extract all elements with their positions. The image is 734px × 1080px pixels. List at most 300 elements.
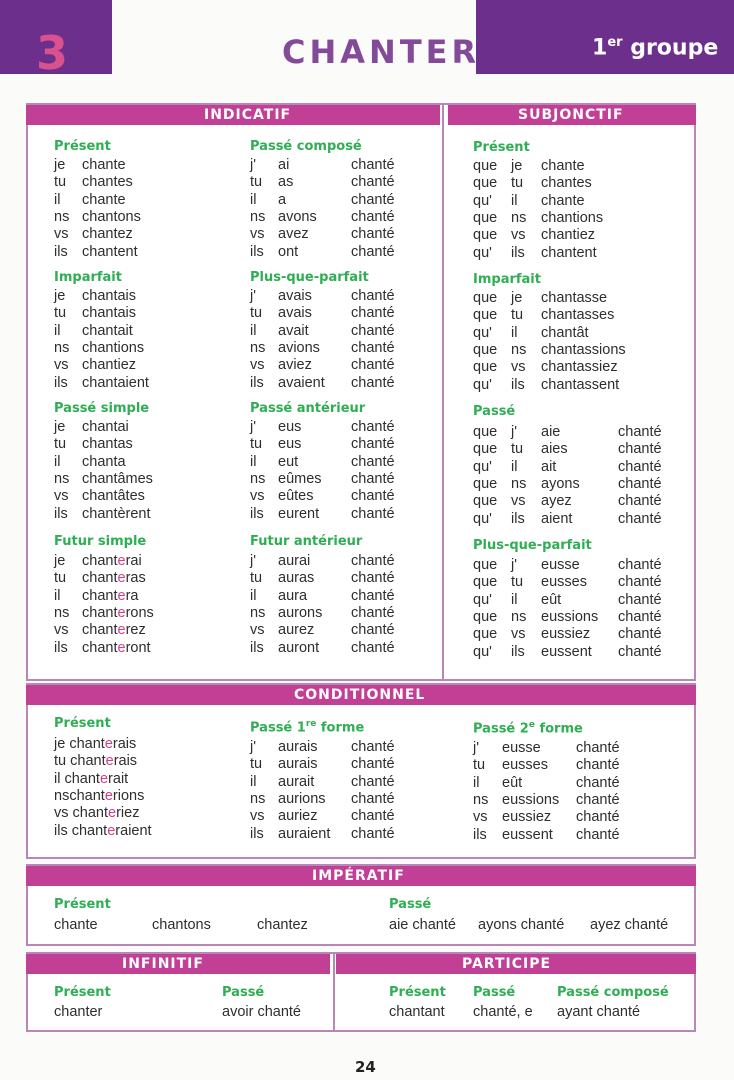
subjonctif-present-cell: chantions <box>541 209 604 226</box>
subjonctif-plus-que-parfait-cell: ils <box>511 643 525 660</box>
subjonctif-imparfait-cell: que <box>473 359 498 376</box>
subjonctif-plus-que-parfait-cell: vs <box>511 626 526 643</box>
verb-group-ordinal: er <box>607 35 623 50</box>
indicatif-imparfait-cell: vs <box>54 357 69 374</box>
subjonctif-imparfait-cell: qu' <box>473 324 492 341</box>
indicatif-plus-que-parfait-cell: chanté <box>351 357 395 374</box>
subjonctif-plus-que-parfait-cell: eussiez <box>541 626 591 643</box>
subjonctif-imparfait-cell: ns <box>511 341 527 358</box>
subjonctif-imparfait-cell: chantasses <box>541 307 615 324</box>
subjonctif-imparfait-cell: chantassent <box>541 376 620 393</box>
indicatif-passe-anterieur-cell: eûmes <box>278 470 322 487</box>
conditionnel-present-title-text: Présent <box>54 716 111 731</box>
conditionnel-present-line <box>54 789 144 804</box>
indicatif-imparfait-cell: chantais <box>82 288 137 304</box>
conditionnel-passe2-cell: eussiez <box>502 809 552 826</box>
indicatif-passe-anterieur-title-text: Passé antérieur <box>250 401 366 416</box>
indicatif-passe-anterieur-cell: eut <box>278 453 299 470</box>
indicatif-plus-que-parfait-cell: ils <box>250 374 264 391</box>
indicatif-imparfait-cell: ns <box>54 339 70 356</box>
participe-compose-title: Passé composé <box>557 985 669 1000</box>
indicatif-passe-simple-title <box>54 402 149 415</box>
indicatif-passe-compose-cell: a <box>278 191 287 208</box>
subjonctif-imparfait-cell: chantassions <box>541 341 626 358</box>
conditionnel-passe1-cell: tu <box>250 756 263 773</box>
indicatif-passe-simple-title-text: Passé simple <box>54 401 150 416</box>
indicatif-passe-compose-cell: chanté <box>351 243 395 260</box>
subjonctif-passe-cell: que <box>473 424 498 440</box>
indicatif-passe-compose-cell: avez <box>278 226 309 243</box>
indicatif-passe-anterieur-cell: j' <box>250 419 256 435</box>
subjonctif-present-cell: que <box>473 209 498 226</box>
verb-highlight: e <box>117 587 126 604</box>
conditionnel-passe1-cell: il <box>250 773 257 790</box>
participe-passe-title: Passé <box>473 985 516 1000</box>
subjonctif-passe-cell: que <box>473 475 498 492</box>
conditionnel-passe1-cell: chanté <box>351 773 395 790</box>
subjonctif-plus-que-parfait-cell: j' <box>511 557 517 573</box>
conditionnel-passe2-cell: eût <box>502 774 523 791</box>
subjonctif-imparfait-cell: chantât <box>541 324 589 341</box>
indicatif-present-cell: chantent <box>82 243 138 260</box>
indicatif-present-cell: chantes <box>82 174 133 191</box>
indicatif-present-cell: ils <box>54 243 68 260</box>
verb-highlight: e <box>108 805 117 822</box>
subjonctif-present-title <box>473 141 530 154</box>
indicatif-passe-anterieur-cell: eus <box>278 419 302 435</box>
subjonctif-imparfait-cell: tu <box>511 307 524 324</box>
conditionnel-passe2-cell: eusses <box>502 757 548 774</box>
indicatif-futur-simple-verb <box>82 623 146 638</box>
subjonctif-passe-cell: vs <box>511 493 526 510</box>
indicatif-imparfait-cell: je <box>54 288 66 304</box>
indicatif-futur-simple-title-text: Futur simple <box>54 534 147 549</box>
indicatif-present-title-text: Présent <box>54 139 111 154</box>
indicatif-plus-que-parfait-title <box>250 271 369 284</box>
imperatif-passe-form: aie chanté <box>389 917 456 933</box>
subjonctif-plus-que-parfait-cell: que <box>473 557 498 573</box>
imperatif-bar <box>26 866 696 886</box>
pronoun: il <box>54 770 65 787</box>
indicatif-imparfait-cell: chantiez <box>82 357 137 374</box>
indicatif-plus-que-parfait-cell: chanté <box>351 305 395 322</box>
subjonctif-passe-cell: j' <box>511 424 517 440</box>
verb-highlight: e <box>117 604 126 621</box>
indicatif-passe-compose-cell: chanté <box>351 226 395 243</box>
verb-stem: chant <box>82 639 118 656</box>
indicatif-imparfait-cell: ils <box>54 374 68 391</box>
verb-highlight: e <box>104 736 113 752</box>
verb-stem: chant <box>71 822 108 839</box>
subjonctif-present-cell: tu <box>511 175 524 192</box>
conditionnel-passe1-cell: vs <box>250 808 265 825</box>
indicatif-passe-anterieur-cell: chanté <box>351 470 395 487</box>
verb-highlight: e <box>104 787 113 804</box>
verb-ending: rais <box>112 736 137 752</box>
indicatif-plus-que-parfait-cell: avait <box>278 322 309 339</box>
conditionnel-present-line <box>54 737 136 752</box>
conditionnel-passe1-title-text: Passé 1 <box>250 720 306 736</box>
indicatif-futur-simple-pronoun: vs <box>54 622 69 639</box>
conditionnel-present-title <box>54 717 111 730</box>
subjonctif-passe-cell: chanté <box>618 510 662 527</box>
verb-ending: rais <box>113 753 138 770</box>
subjonctif-plus-que-parfait-cell: que <box>473 574 498 591</box>
conditionnel-passe1-cell: chanté <box>351 756 395 773</box>
conjugation-number: 3 <box>36 26 69 80</box>
indicatif-futur-anterieur-title <box>250 535 362 548</box>
indicatif-passe-anterieur-cell: chanté <box>351 436 395 453</box>
indicatif-passe-compose-cell: ils <box>250 243 264 260</box>
verb-ending: rai <box>125 553 142 569</box>
subjonctif-present-cell: chante <box>541 192 585 209</box>
indicatif-futur-anterieur-cell: ns <box>250 604 266 621</box>
indicatif-present-cell: il <box>54 191 61 208</box>
indicatif-imparfait-cell: il <box>54 322 61 339</box>
subjonctif-present-cell: ns <box>511 209 527 226</box>
pronoun: je <box>54 736 70 752</box>
indicatif-futur-simple-pronoun: je <box>54 553 66 569</box>
verb-group-word: groupe <box>622 35 719 61</box>
indicatif-futur-anterieur-cell: chanté <box>351 604 395 621</box>
indicatif-plus-que-parfait-cell: avions <box>278 339 320 356</box>
conditionnel-passe1-cell: auraient <box>278 825 331 842</box>
indicatif-passe-anterieur-cell: chanté <box>351 488 395 505</box>
subjonctif-imparfait-cell: chantassiez <box>541 359 618 376</box>
conditionnel-present-line <box>54 754 137 769</box>
subjonctif-passe-cell: aies <box>541 441 568 458</box>
indicatif-passe-anterieur-cell: eus <box>278 436 302 453</box>
subjonctif-passe-cell: qu' <box>473 458 492 475</box>
verb-ending: rions <box>112 787 145 804</box>
subjonctif-passe-title-text: Passé <box>473 404 516 419</box>
indicatif-imparfait-title <box>54 271 122 284</box>
subjonctif-passe-cell: ayons <box>541 475 580 492</box>
subjonctif-plus-que-parfait-cell: que <box>473 626 498 643</box>
indicatif-passe-compose-cell: chanté <box>351 191 395 208</box>
indicatif-futur-simple-pronoun: ils <box>54 639 68 656</box>
participe-heading: PARTICIPE <box>462 956 552 972</box>
conditionnel-passe1-title-sup: re <box>305 719 317 729</box>
participe-bar <box>336 954 696 974</box>
indicatif-futur-anterieur-cell: chanté <box>351 639 395 656</box>
subjonctif-passe-cell: ns <box>511 475 527 492</box>
indicatif-futur-anterieur-cell: j' <box>250 553 256 569</box>
indicatif-passe-compose-cell: tu <box>250 174 263 191</box>
indicatif-plus-que-parfait-cell: chanté <box>351 339 395 356</box>
verb-stem: chant <box>82 604 118 621</box>
verb-highlight: e <box>105 753 114 770</box>
infinitif-participe-divider <box>333 954 335 1032</box>
participe-present-title: Présent <box>389 985 446 1000</box>
subjonctif-plus-que-parfait-title-text: Plus-que-parfait <box>473 538 592 553</box>
conditionnel-passe1-cell: chanté <box>351 808 395 825</box>
imperatif-passe-form: ayons chanté <box>478 917 565 933</box>
indicatif-plus-que-parfait-cell: chanté <box>351 322 395 339</box>
conditionnel-passe1-cell: j' <box>250 739 256 755</box>
subjonctif-imparfait-cell: qu' <box>473 376 492 393</box>
indicatif-futur-anterieur-cell: vs <box>250 622 265 639</box>
conditionnel-passe2-title-sup: e <box>528 720 535 730</box>
conditionnel-passe2-cell: chanté <box>576 740 620 756</box>
indicatif-plus-que-parfait-cell: vs <box>250 357 265 374</box>
subjonctif-passe-cell: aient <box>541 510 573 527</box>
verb-ending: rons <box>125 604 154 621</box>
conditionnel-passe2-cell: vs <box>473 809 488 826</box>
verb-ending: ras <box>125 570 146 587</box>
indicatif-passe-anterieur-cell: vs <box>250 488 265 505</box>
subjonctif-imparfait-cell: ils <box>511 376 525 393</box>
subjonctif-imparfait-cell: que <box>473 290 498 306</box>
subjonctif-plus-que-parfait-cell: eusse <box>541 557 580 573</box>
subjonctif-passe-cell: que <box>473 441 498 458</box>
verb-stem: chant <box>69 736 105 752</box>
conditionnel-passe2-cell: j' <box>473 740 479 756</box>
subjonctif-plus-que-parfait-cell: chanté <box>618 643 662 660</box>
verb-stem: chant <box>72 805 109 822</box>
subjonctif-passe-cell: ait <box>541 458 557 475</box>
subjonctif-present-cell: chante <box>541 158 585 174</box>
verb-ending: raient <box>115 822 152 839</box>
subjonctif-present-cell: chantes <box>541 175 592 192</box>
indicatif-futur-anterieur-cell: ils <box>250 639 264 656</box>
indicatif-present-cell: je <box>54 157 66 173</box>
subjonctif-passe-cell: tu <box>511 441 524 458</box>
indicatif-passe-anterieur-cell: tu <box>250 436 263 453</box>
indicatif-plus-que-parfait-cell: chanté <box>351 288 395 304</box>
indicatif-passe-compose-cell: chanté <box>351 208 395 225</box>
indicatif-imparfait-cell: chantions <box>82 339 145 356</box>
subjonctif-passe-cell: chanté <box>618 475 662 492</box>
subjonctif-passe-cell: aie <box>541 424 561 440</box>
conditionnel-passe1-cell: aurais <box>278 739 318 755</box>
indicatif-passe-simple-cell: ils <box>54 505 68 522</box>
indicatif-futur-simple-title <box>54 535 146 548</box>
verb-stem: chant <box>82 553 118 569</box>
conditionnel-heading: CONDITIONNEL <box>294 687 426 703</box>
subjonctif-plus-que-parfait-cell: eussions <box>541 608 599 625</box>
subjonctif-present-title-text: Présent <box>473 140 530 155</box>
subjonctif-plus-que-parfait-cell: eussent <box>541 643 592 660</box>
subjonctif-present-cell: je <box>511 158 523 174</box>
conditionnel-passe1-cell: auriez <box>278 808 318 825</box>
indicatif-futur-anterieur-cell: auras <box>278 570 315 587</box>
conditionnel-passe2-cell: chanté <box>576 757 620 774</box>
indicatif-passe-compose-cell: ns <box>250 208 266 225</box>
conditionnel-passe2-title <box>473 721 583 735</box>
conditionnel-passe1-title <box>250 720 364 734</box>
indicatif-passe-compose-cell: ont <box>278 243 299 260</box>
verb-highlight: e <box>117 570 126 587</box>
imperatif-passe-form: ayez chanté <box>590 917 669 933</box>
indicatif-passe-simple-cell: ns <box>54 470 70 487</box>
indicatif-present-cell: chantez <box>82 226 133 243</box>
pronoun: tu <box>54 753 71 770</box>
imperatif-present-title: Présent <box>54 897 111 912</box>
subjonctif-passe-cell: il <box>511 458 518 475</box>
indicatif-futur-anterieur-cell: chanté <box>351 553 395 569</box>
indicatif-futur-anterieur-cell: tu <box>250 570 263 587</box>
indicatif-plus-que-parfait-cell: tu <box>250 305 263 322</box>
conditionnel-passe1-cell: aurais <box>278 756 318 773</box>
indicatif-plus-que-parfait-cell: avais <box>278 288 312 304</box>
subjonctif-imparfait-cell: chantasse <box>541 290 608 306</box>
indicatif-imparfait-title-text: Imparfait <box>54 270 122 285</box>
indicatif-bar <box>26 105 440 125</box>
indicatif-passe-anterieur-cell: ils <box>250 505 264 522</box>
subjonctif-plus-que-parfait-cell: eût <box>541 591 562 608</box>
indicatif-present-cell: chante <box>82 191 126 208</box>
indicatif-futur-simple-verb <box>82 641 151 656</box>
verb-stem: chant <box>82 622 118 639</box>
subjonctif-plus-que-parfait-cell: chanté <box>618 608 662 625</box>
indicatif-passe-anterieur-cell: il <box>250 453 257 470</box>
subjonctif-imparfait-cell: je <box>511 290 523 306</box>
conditionnel-passe1-cell: aurait <box>278 773 315 790</box>
subjonctif-heading: SUBJONCTIF <box>518 107 624 123</box>
verb-ending: riez <box>116 805 140 822</box>
indicatif-passe-simple-cell: chantâmes <box>82 470 153 487</box>
conditionnel-passe2-cell: chanté <box>576 774 620 791</box>
subjonctif-passe-cell: chanté <box>618 441 662 458</box>
indicatif-plus-que-parfait-cell: avais <box>278 305 312 322</box>
subjonctif-present-cell: que <box>473 227 498 244</box>
conditionnel-present-line <box>54 772 128 787</box>
indicatif-plus-que-parfait-cell: j' <box>250 288 256 304</box>
subjonctif-plus-que-parfait-cell: chanté <box>618 557 662 573</box>
verb-stem: chant <box>70 753 106 770</box>
indicatif-present-cell: chante <box>82 157 126 173</box>
indicatif-passe-compose-title-text: Passé composé <box>250 139 362 154</box>
subjonctif-passe-cell: que <box>473 493 498 510</box>
indicatif-futur-anterieur-cell: chanté <box>351 570 395 587</box>
conditionnel-passe1-cell: chanté <box>351 739 395 755</box>
conditionnel-passe1-cell: chanté <box>351 790 395 807</box>
indicatif-passe-anterieur-cell: ns <box>250 470 266 487</box>
indicatif-futur-anterieur-title-text: Futur antérieur <box>250 534 363 549</box>
subjonctif-present-cell: que <box>473 158 498 174</box>
indicatif-passe-compose-cell: il <box>250 191 257 208</box>
indicatif-passe-anterieur-cell: chanté <box>351 505 395 522</box>
verb-highlight: e <box>117 622 126 639</box>
conditionnel-passe2-cell: tu <box>473 757 486 774</box>
participe-passe-form: chanté, e <box>473 1004 533 1020</box>
infinitif-present-title: Présent <box>54 985 111 1000</box>
indicatif-passe-compose-cell: ai <box>278 157 290 173</box>
indicatif-passe-compose-cell: avons <box>278 208 317 225</box>
participe-compose-form: ayant chanté <box>557 1004 641 1020</box>
indicatif-passe-simple-cell: chanta <box>82 453 126 470</box>
conditionnel-passe1-cell: ils <box>250 825 264 842</box>
subjonctif-plus-que-parfait-cell: chanté <box>618 591 662 608</box>
verb-highlight: e <box>107 822 116 839</box>
indicatif-passe-simple-cell: chantai <box>82 419 129 435</box>
verb-stem: chant <box>82 587 118 604</box>
subjonctif-plus-que-parfait-cell: ns <box>511 608 527 625</box>
conditionnel-passe2-title-text: Passé 2 <box>473 721 529 737</box>
subjonctif-plus-que-parfait-title <box>473 539 592 552</box>
subjonctif-plus-que-parfait-cell: chanté <box>618 574 662 591</box>
subjonctif-passe-cell: chanté <box>618 493 662 510</box>
indicatif-imparfait-cell: chantaient <box>82 374 149 391</box>
verb-group <box>592 36 718 59</box>
subjonctif-imparfait-title-text: Imparfait <box>473 272 541 287</box>
subjonctif-passe-cell: chanté <box>618 424 662 440</box>
conditionnel-passe2-cell: eussions <box>502 791 560 808</box>
indicatif-subjonctif-divider <box>442 105 444 681</box>
conditionnel-passe2-title-rest: forme <box>534 721 583 737</box>
indicatif-plus-que-parfait-cell: avaient <box>278 374 325 391</box>
infinitif-heading: INFINITIF <box>122 956 204 972</box>
subjonctif-present-cell: chantiez <box>541 227 596 244</box>
indicatif-futur-anterieur-cell: il <box>250 587 257 604</box>
subjonctif-plus-que-parfait-cell: qu' <box>473 643 492 660</box>
subjonctif-plus-que-parfait-cell: il <box>511 591 518 608</box>
indicatif-futur-simple-pronoun: ns <box>54 604 70 621</box>
indicatif-passe-compose-cell: chanté <box>351 174 395 191</box>
conditionnel-passe1-cell: aurions <box>278 790 326 807</box>
conditionnel-passe1-title-rest: forme <box>316 720 365 736</box>
indicatif-futur-anterieur-cell: aurai <box>278 553 311 569</box>
indicatif-passe-simple-cell: vs <box>54 488 69 505</box>
conditionnel-passe2-cell: chanté <box>576 809 620 826</box>
conditionnel-present-line <box>54 806 139 821</box>
verb-highlight: e <box>99 770 109 787</box>
subjonctif-present-cell: chantent <box>541 244 597 261</box>
conditionnel-passe1-cell: chanté <box>351 825 395 842</box>
indicatif-plus-que-parfait-cell: chanté <box>351 374 395 391</box>
subjonctif-imparfait-title <box>473 273 541 286</box>
conditionnel-passe2-cell: chanté <box>576 826 620 843</box>
indicatif-passe-simple-cell: tu <box>54 436 67 453</box>
indicatif-passe-compose-title <box>250 140 362 153</box>
indicatif-present-title <box>54 140 111 153</box>
indicatif-passe-compose-cell: vs <box>250 226 265 243</box>
indicatif-futur-simple-pronoun: tu <box>54 570 67 587</box>
conditionnel-passe2-cell: chanté <box>576 791 620 808</box>
subjonctif-bar <box>448 105 696 125</box>
conditionnel-bar <box>26 685 696 705</box>
subjonctif-passe-cell: chanté <box>618 458 662 475</box>
subjonctif-plus-que-parfait-cell: qu' <box>473 591 492 608</box>
participe-present-form: chantant <box>389 1004 445 1020</box>
indicatif-present-cell: vs <box>54 226 69 243</box>
subjonctif-plus-que-parfait-cell: que <box>473 608 498 625</box>
verb-group-number: 1 <box>592 35 608 61</box>
indicatif-futur-simple-verb <box>82 589 138 604</box>
imperatif-heading: IMPÉRATIF <box>312 868 405 884</box>
verb-ending: rait <box>108 770 129 787</box>
indicatif-passe-simple-cell: chantâtes <box>82 488 145 505</box>
verb-title: CHANTER <box>282 33 481 71</box>
subjonctif-imparfait-cell: il <box>511 324 518 341</box>
indicatif-imparfait-cell: chantait <box>82 322 133 339</box>
pronoun: vs <box>54 805 73 822</box>
page-number: 24 <box>355 1058 376 1076</box>
subjonctif-passe-cell: qu' <box>473 510 492 527</box>
conditionnel-passe2-cell: il <box>473 774 480 791</box>
indicatif-passe-anterieur-cell: chanté <box>351 419 395 435</box>
indicatif-futur-simple-pronoun: il <box>54 587 61 604</box>
imperatif-present-form: chantons <box>152 917 211 933</box>
indicatif-present-cell: ns <box>54 208 70 225</box>
indicatif-passe-anterieur-cell: eûtes <box>278 488 314 505</box>
indicatif-futur-anterieur-cell: aurez <box>278 622 315 639</box>
indicatif-futur-simple-verb <box>82 554 142 569</box>
subjonctif-present-cell: il <box>511 192 518 209</box>
indicatif-passe-simple-cell: je <box>54 419 66 435</box>
indicatif-imparfait-cell: tu <box>54 305 67 322</box>
